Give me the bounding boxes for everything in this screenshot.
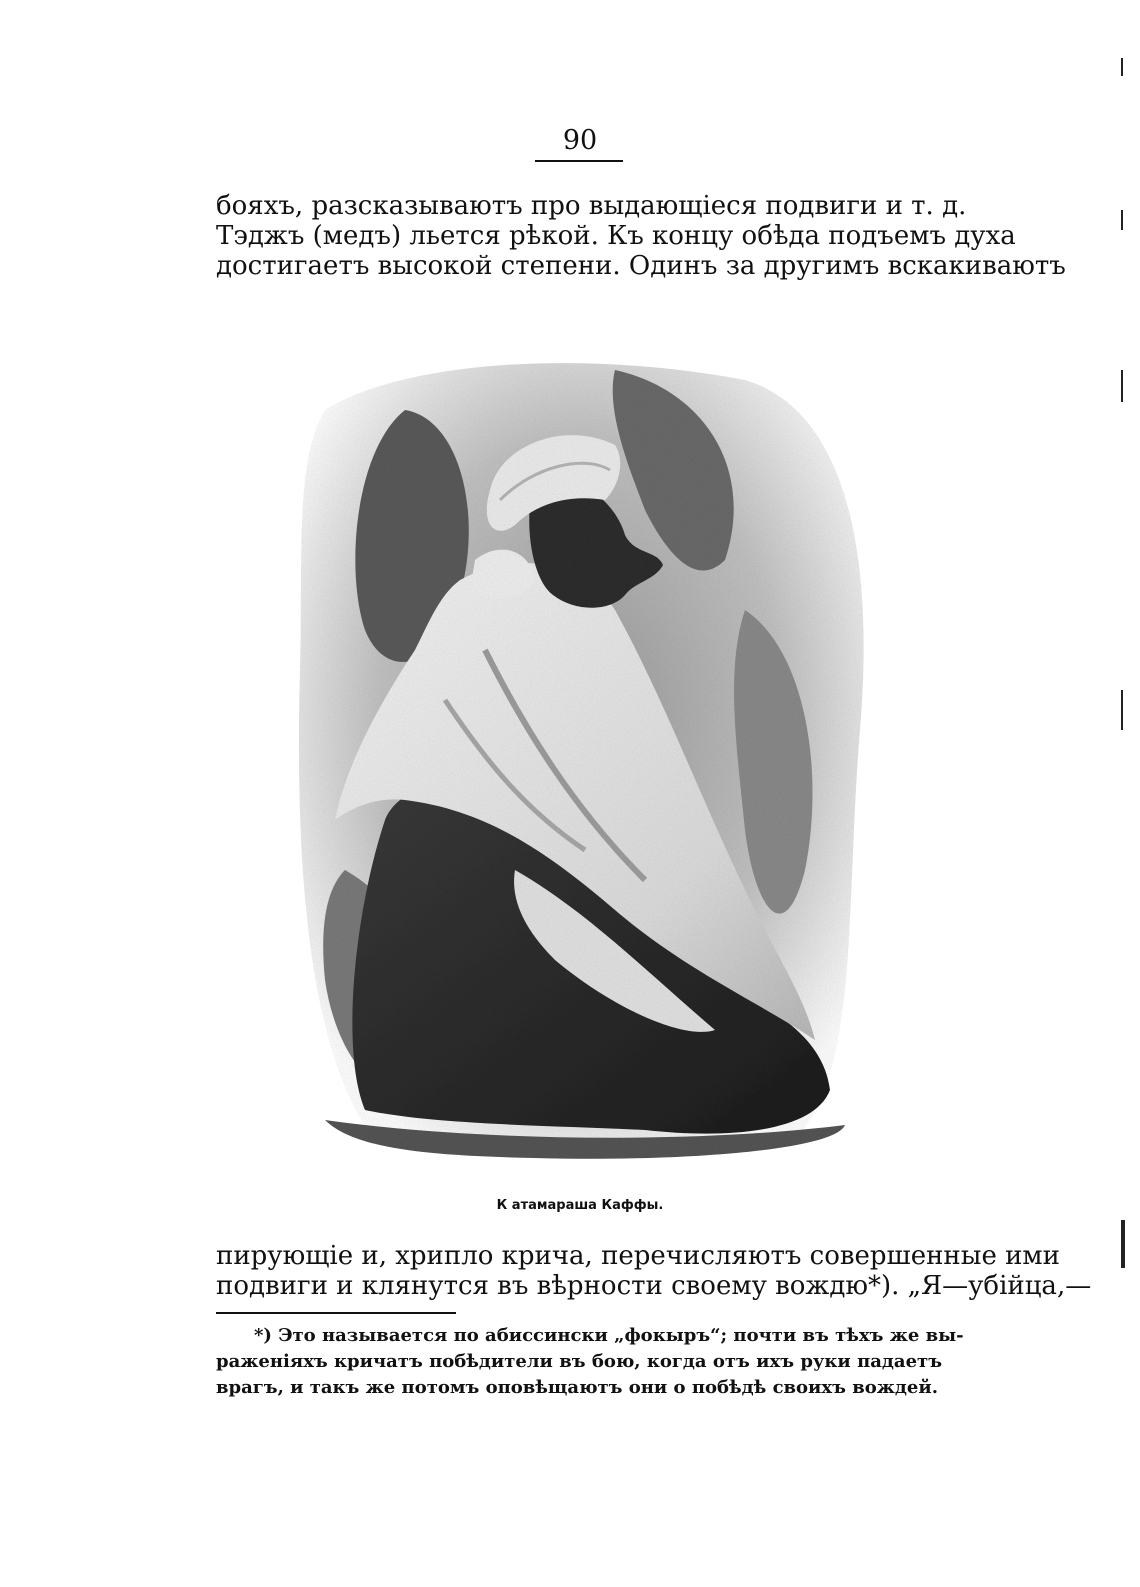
page-number: 90	[562, 125, 598, 156]
text-line: бояхъ, разсказываютъ про выдающіеся подвиги и т. д.	[216, 191, 967, 221]
text-line: пирующіе и, хрипло крича, перечисляютъ совершенные ими	[216, 1241, 1060, 1271]
scan-edge-mark	[1121, 690, 1123, 730]
paragraph-bottom	[216, 1241, 1092, 1301]
paragraph-top	[216, 191, 1066, 281]
scan-edge-mark	[1121, 210, 1123, 230]
illustration-kneeling-man	[285, 350, 875, 1160]
footnote-rule	[216, 1312, 456, 1314]
page-number-rule	[535, 160, 623, 162]
figure-caption: К атамараша Каффы.	[496, 1198, 664, 1213]
footnote-line: раженіяхъ кричатъ побѣдители въ бою, когда отъ ихъ руки падаетъ	[216, 1351, 942, 1372]
footnote	[216, 1323, 964, 1401]
text-line: достигаетъ высокой степени. Одинъ за другимъ вскакиваютъ	[216, 251, 1066, 281]
scan-edge-mark	[1121, 1220, 1125, 1268]
text-line: Тэджъ (медъ) льется рѣкой. Къ концу обѣда подъемъ духа	[216, 221, 1016, 251]
scan-edge-mark	[1121, 370, 1123, 402]
footnote-line: врагъ, и такъ же потомъ оповѣщаютъ они о побѣдѣ своихъ вождей.	[216, 1377, 938, 1398]
footnote-line: *) Это называется по абиссински „фокыръ“; почти въ тѣхъ же вы-	[254, 1325, 964, 1346]
scan-edge-mark	[1121, 58, 1123, 76]
text-line: подвиги и клянутся въ вѣрности своему вождю*). „Я—убійца,—	[216, 1271, 1092, 1301]
